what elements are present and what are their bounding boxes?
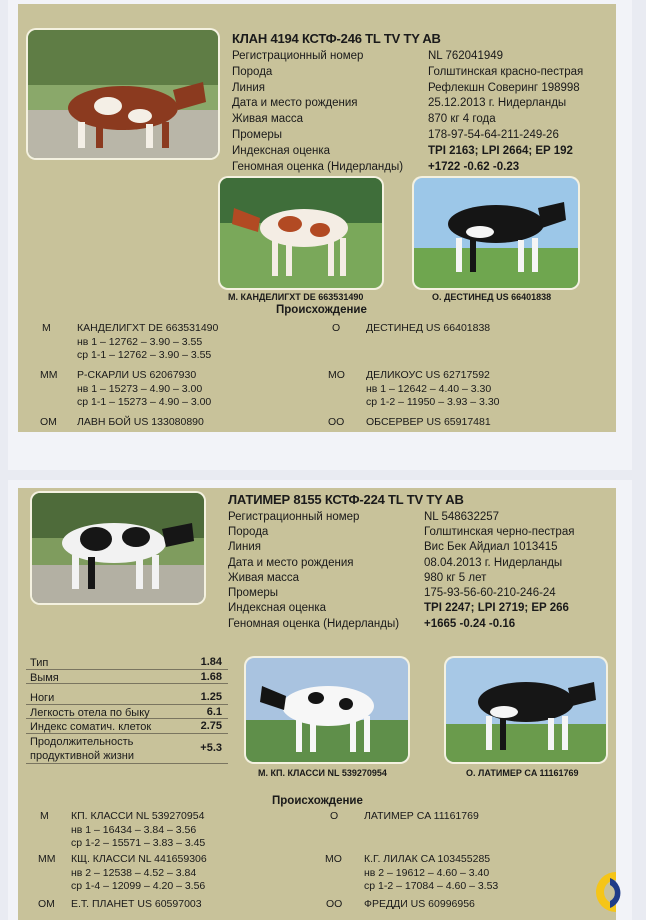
sire-photo-klan-image <box>414 178 578 288</box>
dam-photo-latimer-image <box>246 658 408 762</box>
dam-caption-klan: М. КАНДЕЛИГХТ DE 663531490 <box>228 292 364 302</box>
pedigree-latimer: М КП. КЛАССИ NL 539270954 нв 1 – 16434 – 3.84 – 3.56 ср 1-2 – 15571 – 3.83 – 3.45 О ЛАТИМЕР CA 11161769 ММ КЩ. КЛАССИ NL 441659306 нв 2 – 12538 – 4.52 – 3.84 ср 1-4 – 12099 – 4.20 – 3.56 МО К.Г. ЛИЛАК CA 103455285 нв 2 – 19612 – 4.60 – 3.40 ср 1-2 – 17084 – 4.60 – 3.53 ОМ Е.Т. ПЛАНЕТ US 60597003 ОО ФРЕДДИ US 60996956 <box>38 810 499 910</box>
sire-photo-latimer-image <box>446 658 606 762</box>
score-row: Тип 1.84 <box>26 655 228 670</box>
bull-info-latimer: Регистрационный номер NL 548632257 Порода Голштинская черно-пестрая Линия Вис Бек Айдиал 1013415 Дата и место рождения 08.04.2013 г. Нидерланды Живая масса 980 кг 5 лет Промеры 175-93-56-60-210-246-24 Индексная оценка TPI 2247; LPI 2719; EP 266 Геномная оценка (Нидерланды) +1665 -0.24 -0.16 <box>228 511 575 630</box>
score-row: Продолжительность продуктивной жизни +5.3 <box>26 734 228 764</box>
dam-caption-latimer: М. КП. КЛАССИ NL 539270954 <box>258 768 387 778</box>
site-logo-graphic <box>594 868 638 916</box>
score-row: Легкость отела по быку 6.1 <box>26 705 228 720</box>
origin-heading-klan: Происхождение <box>276 304 367 316</box>
dam-photo-latimer <box>246 658 408 762</box>
sire-caption-klan: О. ДЕСТИНЕД US 66401838 <box>432 292 552 302</box>
score-row: Ноги 1.25 <box>26 690 228 705</box>
sire-photo-latimer <box>446 658 606 762</box>
bull-photo-latimer <box>32 493 204 603</box>
linear-scores-table <box>26 655 228 764</box>
pedigree-klan: М КАНДЕЛИГХТ DE 663531490 нв 1 – 12762 – 3.90 – 3.55 ср 1-1 – 12762 – 3.90 – 3.55 О ДЕСТИНЕД US 66401838 ММ Р-СКАРЛИ US 62067930 нв 1 – 15273 – 4.90 – 3.00 ср 1-1 – 15273 – 4.90 – 3.00 МО ДЕЛИКОУС US 62717592 нв 1 – 12642 – 4.40 – 3.30 ср 1-2 – 11950 – 3.93 – 3.30 ОМ ЛАВН БОЙ US 133080890 ОО ОБСЕРВЕР US 65917481 <box>40 322 500 428</box>
origin-heading-latimer: Происхождение <box>272 795 363 807</box>
score-row: Вымя 1.68 <box>26 670 228 685</box>
site-logo-icon[interactable] <box>594 868 638 916</box>
bull-photo-klan <box>28 30 218 158</box>
bull-photo-latimer-image <box>32 493 204 603</box>
bull-photo-klan-image <box>28 30 218 158</box>
dam-photo-klan <box>220 178 382 288</box>
bull-info-klan: Регистрационный номер NL 762041949 Порода Голштинская красно-пестрая Линия Рефлекшн Соверинг 198998 Дата и место рождения 25.12.2013 г. Нидерланды Живая масса 870 кг 4 года Промеры 178-97-54-64-211-249-26 Индексная оценка TPI 2163; LPI 2664; EP 192 Геномная оценка (Нидерланды) +1722 -0.62 -0.23 <box>232 50 584 173</box>
score-row: Индекс соматич. клеток 2.75 <box>26 719 228 734</box>
sire-caption-latimer: О. ЛАТИМЕР CA 11161769 <box>466 768 579 778</box>
bull-title-latimer: ЛАТИМЕР 8155 КСТФ-224 TL TV TY AB <box>228 492 464 507</box>
sire-photo-klan <box>414 178 578 288</box>
bull-title-klan: КЛАН 4194 КСТФ-246 TL TV TY AB <box>232 31 441 46</box>
dam-photo-klan-image <box>220 178 382 288</box>
